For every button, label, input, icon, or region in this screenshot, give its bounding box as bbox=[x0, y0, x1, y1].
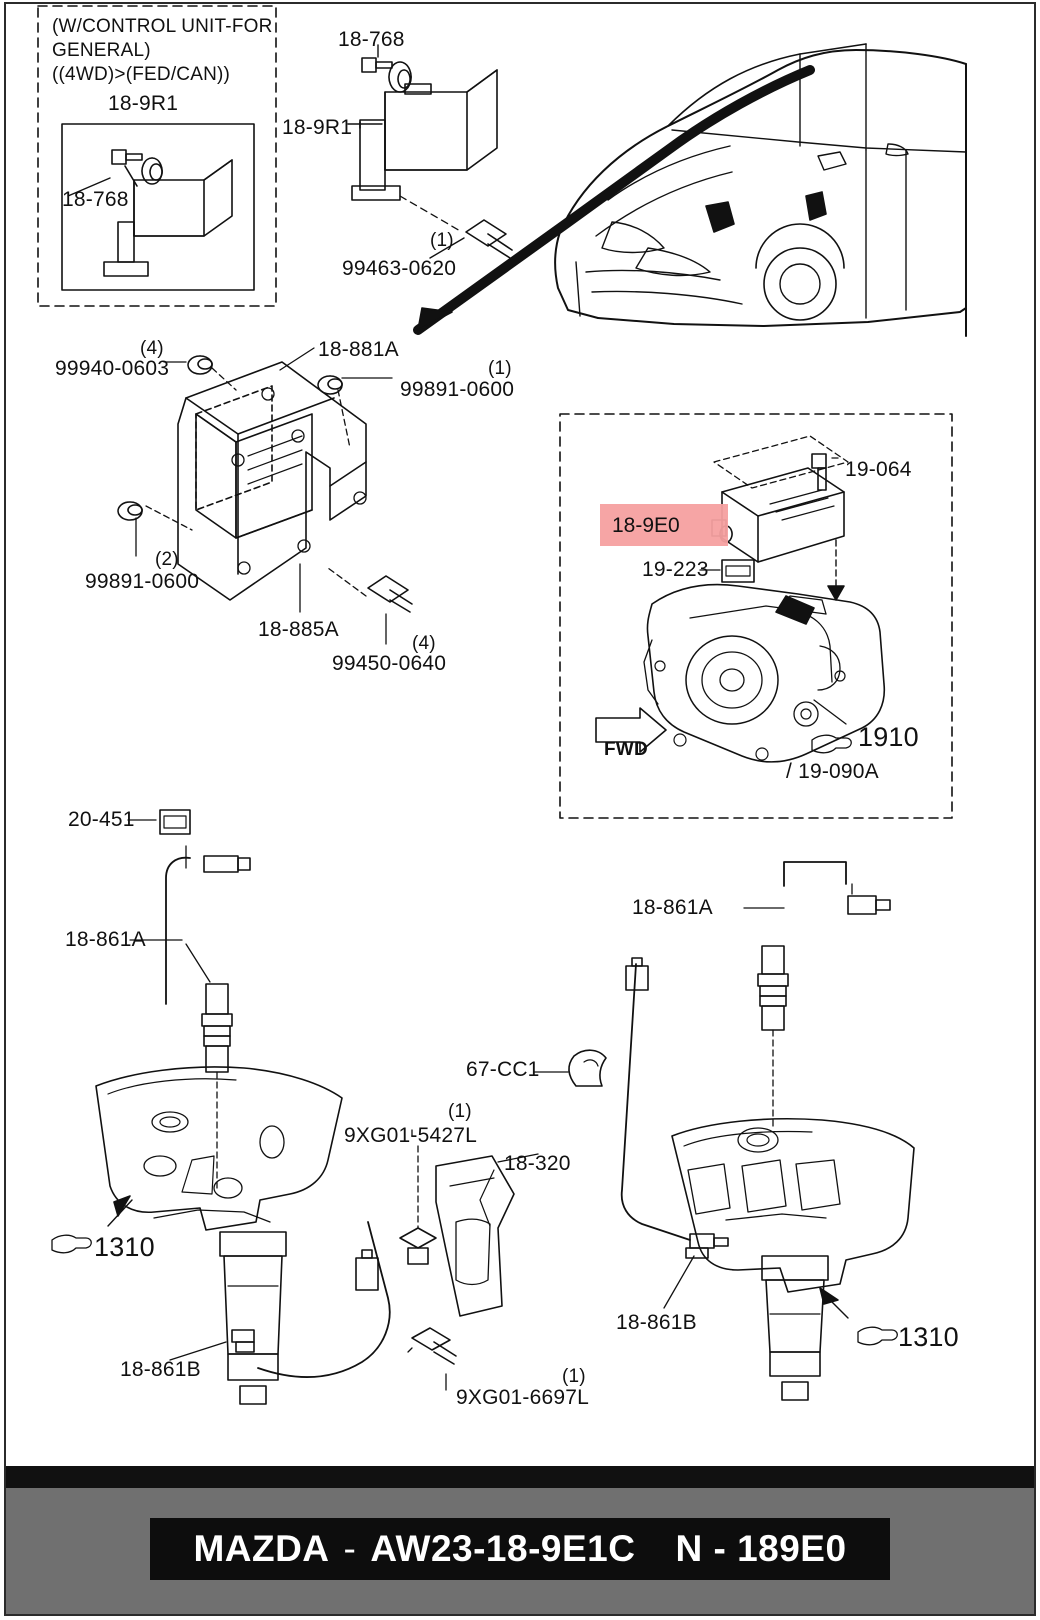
label-1910: 1910 bbox=[858, 722, 919, 752]
label-18-885A: 18-885A bbox=[258, 618, 339, 641]
label-99940-0603: 99940-0603 bbox=[55, 357, 170, 380]
label-99450-0640: 99450-0640 bbox=[332, 652, 447, 675]
label-18-861B-left: 18-861B bbox=[120, 1358, 201, 1381]
label-9XG01-5427L-qty: (1) bbox=[448, 1101, 472, 1122]
inset-part-18-768: 18-768 bbox=[62, 188, 129, 211]
label-99450-0640-qty: (4) bbox=[412, 633, 436, 654]
label-20-451: 20-451 bbox=[68, 808, 135, 831]
footer-brand: MAZDA bbox=[193, 1528, 330, 1569]
label-9XG01-6697L: 9XG01-6697L bbox=[456, 1386, 589, 1409]
label-18-861A-right: 18-861A bbox=[632, 896, 713, 919]
label-1310-right: 1310 bbox=[898, 1322, 959, 1352]
inset-note-line3: ((4WD)>(FED/CAN)) bbox=[52, 64, 231, 85]
footer-section: N - 189E0 bbox=[675, 1528, 847, 1569]
footer-plate bbox=[150, 1518, 890, 1580]
highlight-part-label: 18-9E0 bbox=[612, 514, 680, 537]
inset-part-18-9R1: 18-9R1 bbox=[108, 92, 179, 115]
label-9XG01-5427L: 9XG01-5427L bbox=[344, 1124, 477, 1147]
label-18-861B-right: 18-861B bbox=[616, 1311, 697, 1334]
inset-note-line1: (W/CONTROL UNIT-FOR bbox=[52, 16, 273, 37]
label-19-090A: / 19-090A bbox=[786, 760, 879, 783]
label-fwd-arrow: FWD bbox=[604, 739, 648, 760]
inset-note-line2: GENERAL) bbox=[52, 40, 151, 61]
label-18-9R1-top: 18-9R1 bbox=[282, 116, 353, 139]
label-9XG01-6697L-qty: (1) bbox=[562, 1366, 586, 1387]
footer-part-number: AW23-18-9E1C bbox=[370, 1528, 636, 1569]
label-18-861A-left: 18-861A bbox=[65, 928, 146, 951]
label-99891-0600-a-qty: (1) bbox=[488, 358, 512, 379]
label-99940-0603-qty: (4) bbox=[140, 338, 164, 359]
label-18-320: 18-320 bbox=[504, 1152, 571, 1175]
label-19-223: 19-223 bbox=[642, 558, 709, 581]
label-99891-0600-a: 99891-0600 bbox=[400, 378, 515, 401]
label-99463-0620: 99463-0620 bbox=[342, 257, 457, 280]
label-67-CC1: 67-CC1 bbox=[466, 1058, 540, 1081]
label-99463-0620-qty: (1) bbox=[430, 230, 454, 251]
label-99891-0600-b: 99891-0600 bbox=[85, 570, 200, 593]
label-18-768-top: 18-768 bbox=[338, 28, 405, 51]
label-99891-0600-b-qty: (2) bbox=[155, 549, 179, 570]
footer-divider bbox=[6, 1466, 1034, 1488]
label-18-881A: 18-881A bbox=[318, 338, 399, 361]
label-19-064: 19-064 bbox=[845, 458, 912, 481]
label-1310-left: 1310 bbox=[94, 1232, 155, 1262]
footer-dash: - bbox=[343, 1528, 357, 1569]
